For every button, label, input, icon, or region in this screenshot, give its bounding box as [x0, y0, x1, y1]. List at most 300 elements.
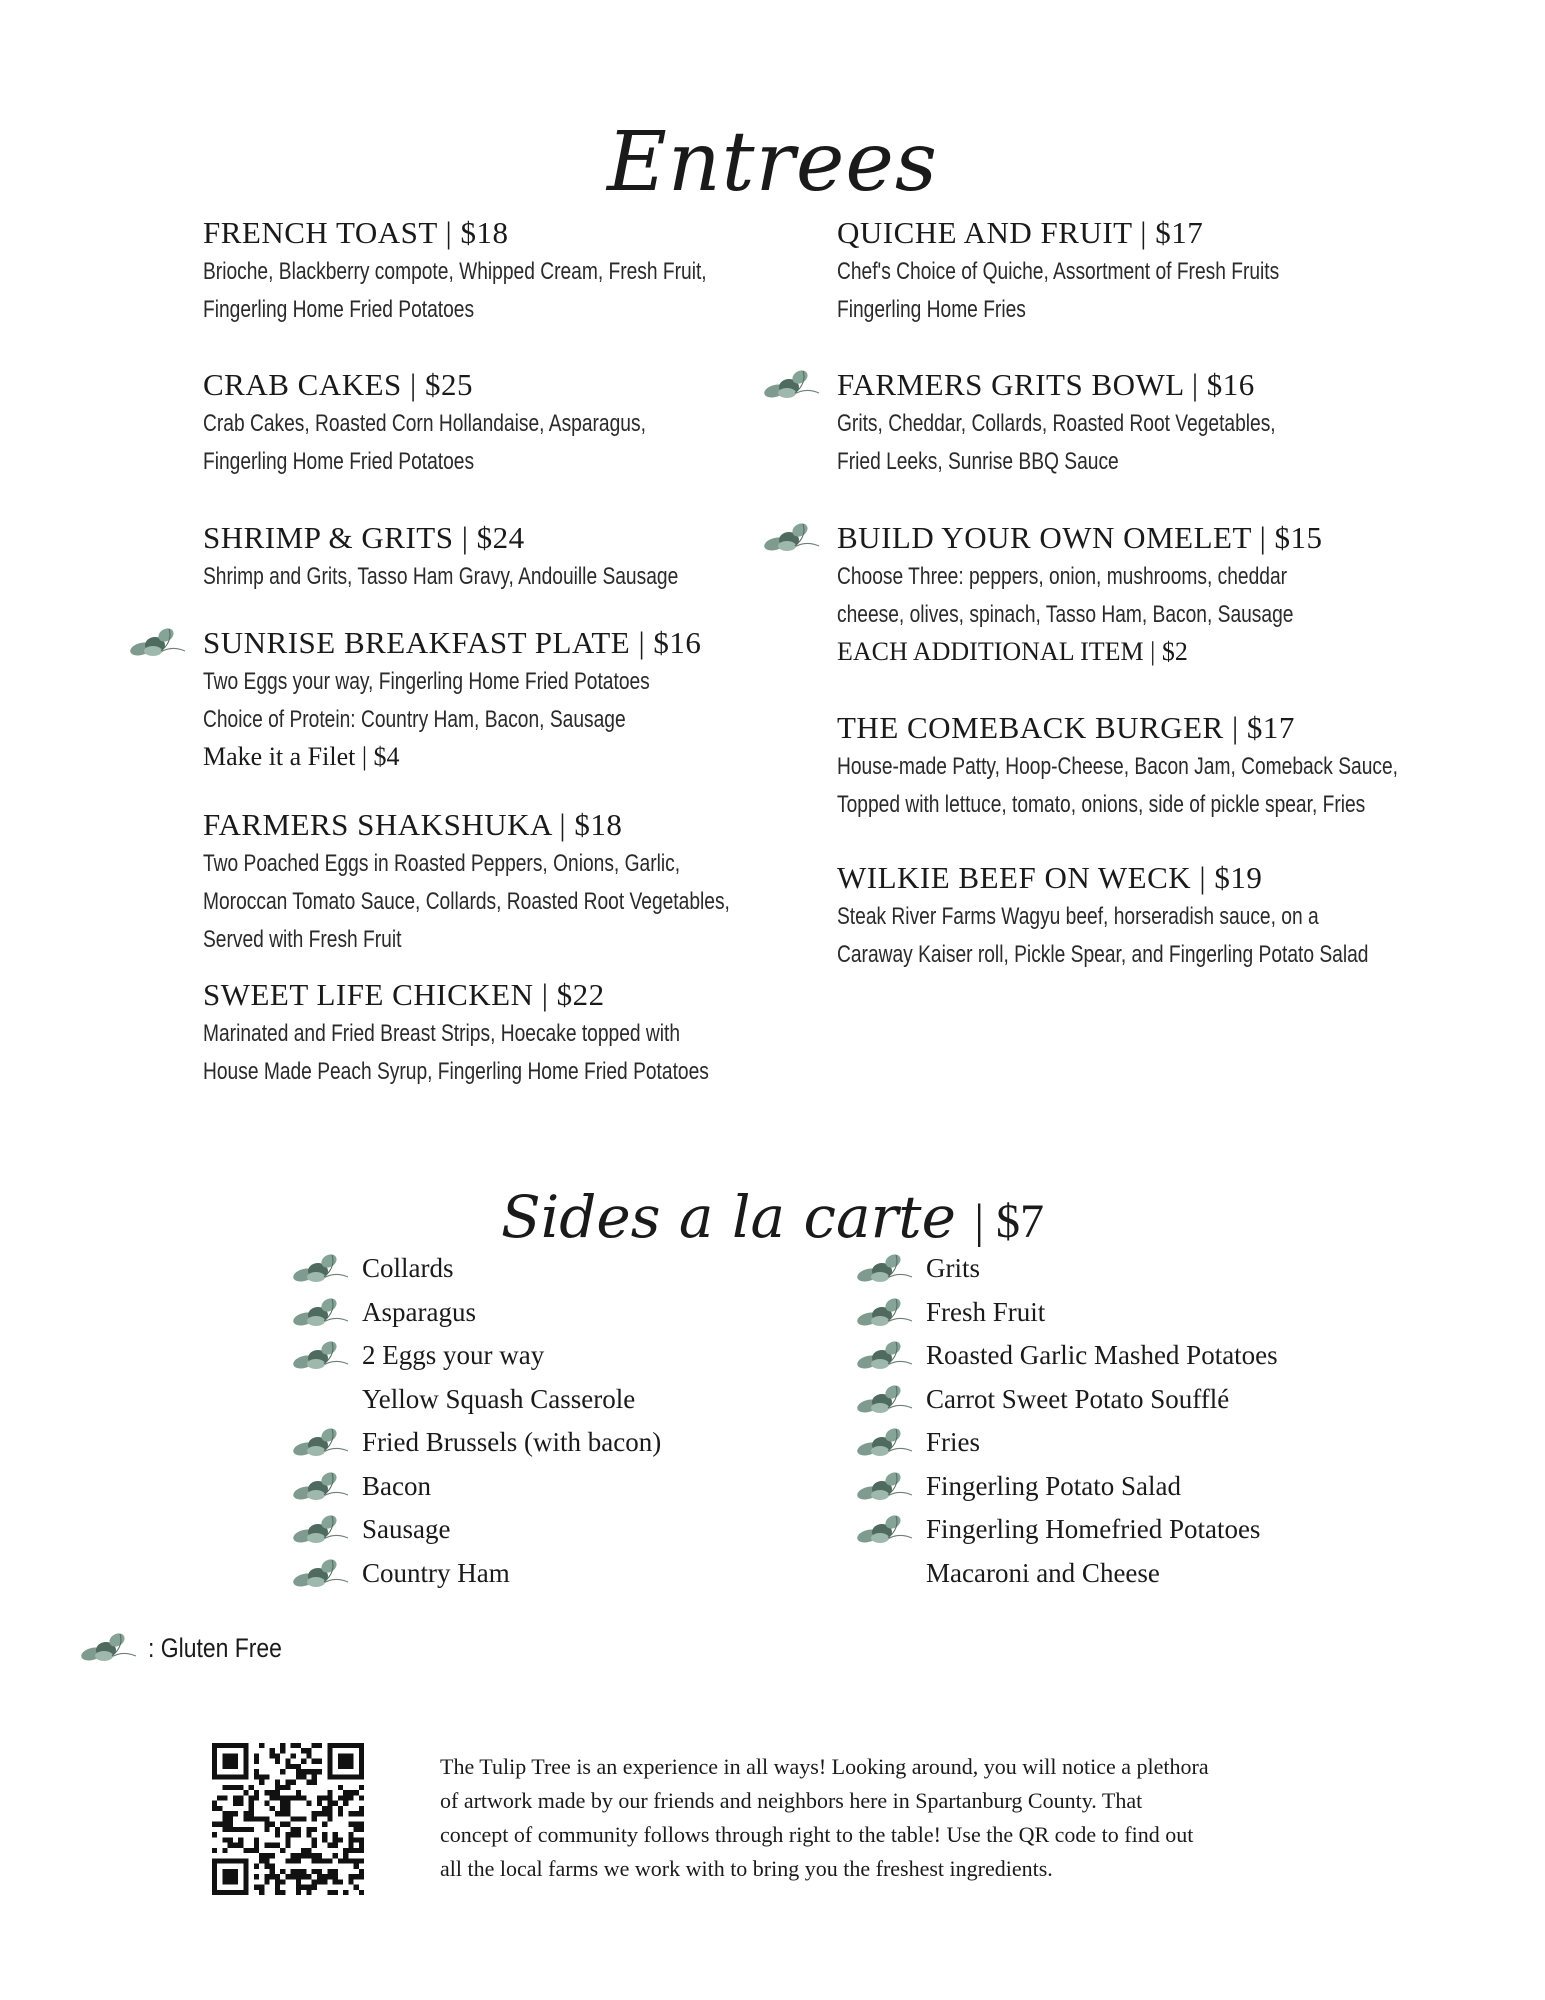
- qr-module: [243, 1858, 248, 1863]
- qr-module: [333, 1843, 338, 1848]
- qr-module: [317, 1879, 322, 1884]
- qr-code[interactable]: [212, 1743, 364, 1895]
- qr-module: [338, 1759, 343, 1764]
- qr-module: [317, 1811, 322, 1816]
- qr-module: [343, 1848, 348, 1853]
- side-item-name: Country Ham: [362, 1557, 510, 1588]
- qr-module: [359, 1874, 364, 1879]
- qr-module: [285, 1806, 290, 1811]
- qr-module: [312, 1869, 317, 1874]
- qr-module: [338, 1795, 343, 1800]
- qr-module: [233, 1774, 238, 1779]
- qr-module: [212, 1748, 217, 1753]
- qr-module: [212, 1874, 217, 1879]
- qr-module: [312, 1827, 317, 1832]
- qr-module: [296, 1879, 301, 1884]
- qr-module: [222, 1890, 227, 1895]
- qr-module: [343, 1795, 348, 1800]
- menu-item-description: Marinated and Fried Breast Strips, Hoecake topped with: [203, 1020, 681, 1047]
- menu-item-description: Steak River Farms Wagyu beef, horseradish sauce, on a: [837, 903, 1319, 930]
- qr-module: [222, 1837, 227, 1842]
- sides-left-list: [292, 1247, 661, 1595]
- qr-module: [338, 1806, 343, 1811]
- qr-module: [343, 1858, 348, 1863]
- menu-item-addon: Make it a Filet | $4: [203, 742, 400, 771]
- about-paragraph: [440, 1750, 1320, 1886]
- qr-module: [243, 1769, 248, 1774]
- qr-module: [212, 1885, 217, 1890]
- qr-module: [238, 1774, 243, 1779]
- qr-module: [285, 1858, 290, 1863]
- qr-module: [275, 1811, 280, 1816]
- menu-item-description: Two Eggs your way, Fingerling Home Fried Potatoes: [203, 668, 650, 695]
- menu-item-description: Choice of Protein: Country Ham, Bacon, Sausage: [203, 706, 626, 733]
- menu-item-description: Chef's Choice of Quiche, Assortment of Fresh Fruits: [837, 258, 1280, 285]
- qr-module: [228, 1874, 233, 1879]
- qr-module: [280, 1795, 285, 1800]
- menu-item-name: SHRIMP & GRITS | $24: [203, 520, 525, 555]
- qr-module: [233, 1759, 238, 1764]
- qr-module: [343, 1743, 348, 1748]
- qr-module: [280, 1811, 285, 1816]
- about-line: concept of community follows through right to the table! Use the QR code to find out: [440, 1822, 1194, 1847]
- qr-module: [354, 1811, 359, 1816]
- side-item: [292, 1552, 661, 1596]
- eucalyptus-leaf-icon: [129, 625, 187, 659]
- qr-module: [327, 1816, 332, 1821]
- qr-module: [343, 1764, 348, 1769]
- qr-module: [243, 1874, 248, 1879]
- eucalyptus-leaf-icon: [292, 1425, 350, 1459]
- side-item: [292, 1378, 661, 1422]
- qr-module: [291, 1764, 296, 1769]
- qr-module: [275, 1785, 280, 1790]
- qr-module: [254, 1843, 259, 1848]
- qr-module: [291, 1743, 296, 1748]
- qr-module: [348, 1848, 353, 1853]
- qr-module: [212, 1832, 217, 1837]
- qr-module: [243, 1869, 248, 1874]
- qr-module: [301, 1795, 306, 1800]
- qr-module: [306, 1890, 311, 1895]
- qr-module: [264, 1853, 269, 1858]
- menu-item-description: Shrimp and Grits, Tasso Ham Gravy, Andouille Sausage: [203, 563, 679, 590]
- qr-module: [291, 1816, 296, 1821]
- qr-module: [280, 1806, 285, 1811]
- qr-module: [327, 1759, 332, 1764]
- menu-item-description: Fingerling Home Fried Potatoes: [203, 448, 475, 475]
- side-item: [856, 1552, 1278, 1596]
- qr-module: [217, 1806, 222, 1811]
- qr-module: [254, 1848, 259, 1853]
- qr-module: [228, 1827, 233, 1832]
- qr-module: [228, 1879, 233, 1884]
- qr-module: [243, 1811, 248, 1816]
- qr-module: [243, 1743, 248, 1748]
- qr-module: [296, 1774, 301, 1779]
- side-item: [292, 1247, 661, 1291]
- side-item: [292, 1291, 661, 1335]
- menu-item: [203, 518, 797, 596]
- qr-module: [322, 1795, 327, 1800]
- qr-module: [222, 1759, 227, 1764]
- qr-module: [306, 1753, 311, 1758]
- eucalyptus-leaf-icon: [292, 1512, 350, 1546]
- qr-module: [249, 1827, 254, 1832]
- qr-module: [212, 1753, 217, 1758]
- qr-module: [348, 1795, 353, 1800]
- eucalyptus-leaf-icon: [856, 1512, 914, 1546]
- side-item-name: Fingerling Homefried Potatoes: [926, 1514, 1261, 1544]
- qr-module: [228, 1869, 233, 1874]
- sides-price: | $7: [974, 1195, 1044, 1249]
- qr-module: [333, 1853, 338, 1858]
- qr-module: [285, 1811, 290, 1816]
- menu-item-name: BUILD YOUR OWN OMELET | $15: [837, 520, 1323, 555]
- qr-module: [359, 1764, 364, 1769]
- qr-module: [327, 1874, 332, 1879]
- qr-module: [306, 1769, 311, 1774]
- qr-module: [259, 1816, 264, 1821]
- qr-module: [270, 1864, 275, 1869]
- qr-module: [243, 1827, 248, 1832]
- qr-module: [222, 1869, 227, 1874]
- qr-module: [228, 1816, 233, 1821]
- qr-module: [291, 1753, 296, 1758]
- qr-module: [296, 1858, 301, 1863]
- qr-module: [306, 1874, 311, 1879]
- menu-item-description: Fried Leeks, Sunrise BBQ Sauce: [837, 448, 1119, 475]
- qr-module: [212, 1848, 217, 1853]
- qr-module: [359, 1806, 364, 1811]
- about-line: of artwork made by our friends and neighbors here in Spartanburg County. That: [440, 1788, 1143, 1813]
- qr-module: [296, 1853, 301, 1858]
- qr-module: [317, 1858, 322, 1863]
- menu-item: [203, 805, 862, 959]
- menu-item: [203, 365, 757, 481]
- qr-module: [264, 1816, 269, 1821]
- qr-module: [291, 1832, 296, 1837]
- qr-module: [322, 1811, 327, 1816]
- qr-module: [327, 1743, 332, 1748]
- qr-module: [338, 1764, 343, 1769]
- qr-module: [259, 1885, 264, 1890]
- menu-item-description: Brioche, Blackberry compote, Whipped Cream, Fresh Fruit,: [203, 258, 707, 285]
- qr-module: [233, 1858, 238, 1863]
- menu-item-description: Choose Three: peppers, onion, mushrooms, cheddar: [837, 563, 1288, 590]
- side-item: [856, 1421, 1278, 1465]
- qr-module: [359, 1748, 364, 1753]
- qr-module: [312, 1853, 317, 1858]
- eucalyptus-leaf-icon: [292, 1556, 350, 1590]
- side-item: [856, 1508, 1278, 1552]
- qr-module: [301, 1774, 306, 1779]
- qr-module: [222, 1816, 227, 1821]
- qr-module: [317, 1795, 322, 1800]
- qr-module: [348, 1759, 353, 1764]
- qr-module: [312, 1780, 317, 1785]
- qr-module: [359, 1759, 364, 1764]
- qr-module: [296, 1816, 301, 1821]
- qr-module: [264, 1864, 269, 1869]
- qr-module: [264, 1801, 269, 1806]
- qr-module: [238, 1858, 243, 1863]
- eucalyptus-leaf-icon: [292, 1251, 350, 1285]
- qr-module: [296, 1827, 301, 1832]
- qr-module: [301, 1874, 306, 1879]
- qr-module: [327, 1869, 332, 1874]
- qr-module: [280, 1822, 285, 1827]
- menu-item: [837, 858, 1501, 974]
- qr-module: [348, 1879, 353, 1884]
- qr-module: [275, 1795, 280, 1800]
- qr-module: [301, 1759, 306, 1764]
- eucalyptus-leaf-icon: [856, 1251, 914, 1285]
- qr-module: [254, 1790, 259, 1795]
- qr-module: [312, 1816, 317, 1821]
- qr-module: [296, 1874, 301, 1879]
- qr-module: [238, 1795, 243, 1800]
- qr-module: [222, 1785, 227, 1790]
- qr-module: [270, 1753, 275, 1758]
- menu-item: [203, 213, 833, 329]
- eucalyptus-leaf-icon: [856, 1295, 914, 1329]
- eucalyptus-leaf-icon: [856, 1338, 914, 1372]
- qr-module: [238, 1785, 243, 1790]
- qr-module: [327, 1843, 332, 1848]
- qr-module: [343, 1801, 348, 1806]
- eucalyptus-leaf-icon: [80, 1630, 138, 1664]
- qr-module: [312, 1879, 317, 1884]
- qr-module: [338, 1753, 343, 1758]
- qr-module: [306, 1801, 311, 1806]
- qr-module: [233, 1785, 238, 1790]
- qr-module: [327, 1748, 332, 1753]
- qr-module: [343, 1890, 348, 1895]
- qr-module: [359, 1843, 364, 1848]
- qr-module: [317, 1853, 322, 1858]
- sides-title: [0, 1183, 1545, 1251]
- qr-module: [249, 1848, 254, 1853]
- qr-module: [359, 1848, 364, 1853]
- qr-module: [359, 1811, 364, 1816]
- qr-module: [338, 1785, 343, 1790]
- qr-module: [348, 1858, 353, 1863]
- qr-module: [212, 1759, 217, 1764]
- menu-item-description: Fingerling Home Fries: [837, 296, 1026, 323]
- menu-item-description: Grits, Cheddar, Collards, Roasted Root Vegetables,: [837, 410, 1276, 437]
- qr-module: [348, 1843, 353, 1848]
- qr-module: [233, 1811, 238, 1816]
- qr-module: [327, 1790, 332, 1795]
- menu-item: [837, 213, 1390, 329]
- qr-module: [327, 1806, 332, 1811]
- side-item: [856, 1291, 1278, 1335]
- qr-module: [254, 1753, 259, 1758]
- qr-module: [212, 1743, 217, 1748]
- qr-module: [317, 1743, 322, 1748]
- qr-module: [291, 1869, 296, 1874]
- qr-module: [270, 1795, 275, 1800]
- eucalyptus-leaf-icon: [856, 1382, 914, 1416]
- qr-module: [348, 1790, 353, 1795]
- qr-module: [306, 1780, 311, 1785]
- qr-module: [233, 1827, 238, 1832]
- eucalyptus-leaf-icon: [292, 1469, 350, 1503]
- qr-module: [228, 1785, 233, 1790]
- qr-module: [212, 1879, 217, 1884]
- qr-module: [285, 1822, 290, 1827]
- qr-module: [285, 1832, 290, 1837]
- qr-module: [285, 1837, 290, 1842]
- qr-module: [338, 1858, 343, 1863]
- qr-module: [243, 1764, 248, 1769]
- qr-module: [338, 1811, 343, 1816]
- menu-item-description: House-made Patty, Hoop-Cheese, Bacon Jam, Comeback Sauce,: [837, 753, 1398, 780]
- qr-module: [228, 1764, 233, 1769]
- qr-module: [217, 1743, 222, 1748]
- qr-module: [228, 1811, 233, 1816]
- menu-item-name: CRAB CAKES | $25: [203, 367, 474, 402]
- qr-module: [212, 1890, 217, 1895]
- qr-module: [285, 1764, 290, 1769]
- qr-module: [217, 1774, 222, 1779]
- qr-module: [212, 1864, 217, 1869]
- qr-module: [327, 1858, 332, 1863]
- qr-module: [359, 1890, 364, 1895]
- side-item: [856, 1334, 1278, 1378]
- qr-module: [270, 1874, 275, 1879]
- qr-module: [333, 1801, 338, 1806]
- qr-module: [291, 1780, 296, 1785]
- qr-module: [359, 1858, 364, 1863]
- qr-module: [285, 1785, 290, 1790]
- qr-module: [306, 1853, 311, 1858]
- qr-module: [222, 1827, 227, 1832]
- side-item-name: Collards: [362, 1253, 454, 1283]
- qr-module: [228, 1858, 233, 1863]
- qr-module: [348, 1874, 353, 1879]
- qr-module: [348, 1822, 353, 1827]
- qr-module: [291, 1827, 296, 1832]
- qr-module: [354, 1774, 359, 1779]
- qr-module: [270, 1790, 275, 1795]
- qr-module: [285, 1780, 290, 1785]
- sides-title-text: Sides a la carte: [501, 1183, 956, 1252]
- side-item-name: Bacon: [362, 1470, 431, 1501]
- qr-module: [343, 1853, 348, 1858]
- qr-module: [217, 1890, 222, 1895]
- menu-item-description: Served with Fresh Fruit: [203, 926, 402, 953]
- qr-module: [322, 1822, 327, 1827]
- eucalyptus-leaf-icon: [856, 1469, 914, 1503]
- qr-module: [285, 1843, 290, 1848]
- qr-module: [306, 1748, 311, 1753]
- qr-module: [322, 1837, 327, 1842]
- qr-module: [327, 1774, 332, 1779]
- qr-module: [233, 1753, 238, 1758]
- about-line: all the local farms we work with to bring you the freshest ingredients.: [440, 1856, 1053, 1881]
- qr-module: [254, 1774, 259, 1779]
- qr-module: [259, 1774, 264, 1779]
- qr-module: [222, 1848, 227, 1853]
- qr-module: [259, 1743, 264, 1748]
- qr-module: [306, 1885, 311, 1890]
- qr-module: [254, 1816, 259, 1821]
- qr-module: [312, 1774, 317, 1779]
- qr-module: [275, 1827, 280, 1832]
- qr-module: [228, 1759, 233, 1764]
- sides-right-list: [856, 1247, 1278, 1595]
- qr-module: [254, 1864, 259, 1869]
- qr-module: [333, 1890, 338, 1895]
- qr-module: [327, 1753, 332, 1758]
- side-item: [292, 1465, 661, 1509]
- qr-module: [306, 1832, 311, 1837]
- qr-module: [233, 1869, 238, 1874]
- qr-module: [243, 1864, 248, 1869]
- qr-module: [312, 1837, 317, 1842]
- qr-module: [343, 1790, 348, 1795]
- side-item: [856, 1465, 1278, 1509]
- qr-module: [291, 1858, 296, 1863]
- qr-module: [280, 1801, 285, 1806]
- qr-module: [348, 1811, 353, 1816]
- qr-module: [270, 1806, 275, 1811]
- qr-module: [359, 1753, 364, 1758]
- qr-module: [359, 1795, 364, 1800]
- qr-module: [354, 1874, 359, 1879]
- menu-item: [203, 623, 761, 775]
- side-item-name: Roasted Garlic Mashed Potatoes: [926, 1340, 1278, 1370]
- qr-module: [212, 1764, 217, 1769]
- qr-module: [285, 1795, 290, 1800]
- qr-module: [270, 1843, 275, 1848]
- qr-module: [275, 1780, 280, 1785]
- qr-module: [359, 1769, 364, 1774]
- qr-module: [270, 1822, 275, 1827]
- qr-module: [312, 1759, 317, 1764]
- qr-module: [301, 1848, 306, 1853]
- side-item-name: Fresh Fruit: [926, 1296, 1046, 1327]
- qr-module: [275, 1753, 280, 1758]
- qr-module: [254, 1769, 259, 1774]
- qr-module: [354, 1885, 359, 1890]
- qr-module: [317, 1801, 322, 1806]
- qr-module: [217, 1795, 222, 1800]
- qr-module: [354, 1837, 359, 1842]
- qr-module: [270, 1748, 275, 1753]
- qr-module: [312, 1858, 317, 1863]
- qr-module: [291, 1795, 296, 1800]
- qr-module: [222, 1764, 227, 1769]
- qr-module: [275, 1759, 280, 1764]
- qr-module: [280, 1890, 285, 1895]
- qr-module: [348, 1774, 353, 1779]
- qr-module: [222, 1811, 227, 1816]
- qr-module: [354, 1858, 359, 1863]
- qr-module: [312, 1769, 317, 1774]
- qr-module: [259, 1890, 264, 1895]
- eucalyptus-leaf-icon: [292, 1338, 350, 1372]
- qr-module: [243, 1879, 248, 1884]
- qr-module: [343, 1774, 348, 1779]
- about-line: The Tulip Tree is an experience in all ways! Looking around, you will notice a plethora: [440, 1754, 1209, 1779]
- qr-module: [270, 1869, 275, 1874]
- qr-module: [333, 1879, 338, 1884]
- qr-module: [243, 1885, 248, 1890]
- qr-module: [322, 1806, 327, 1811]
